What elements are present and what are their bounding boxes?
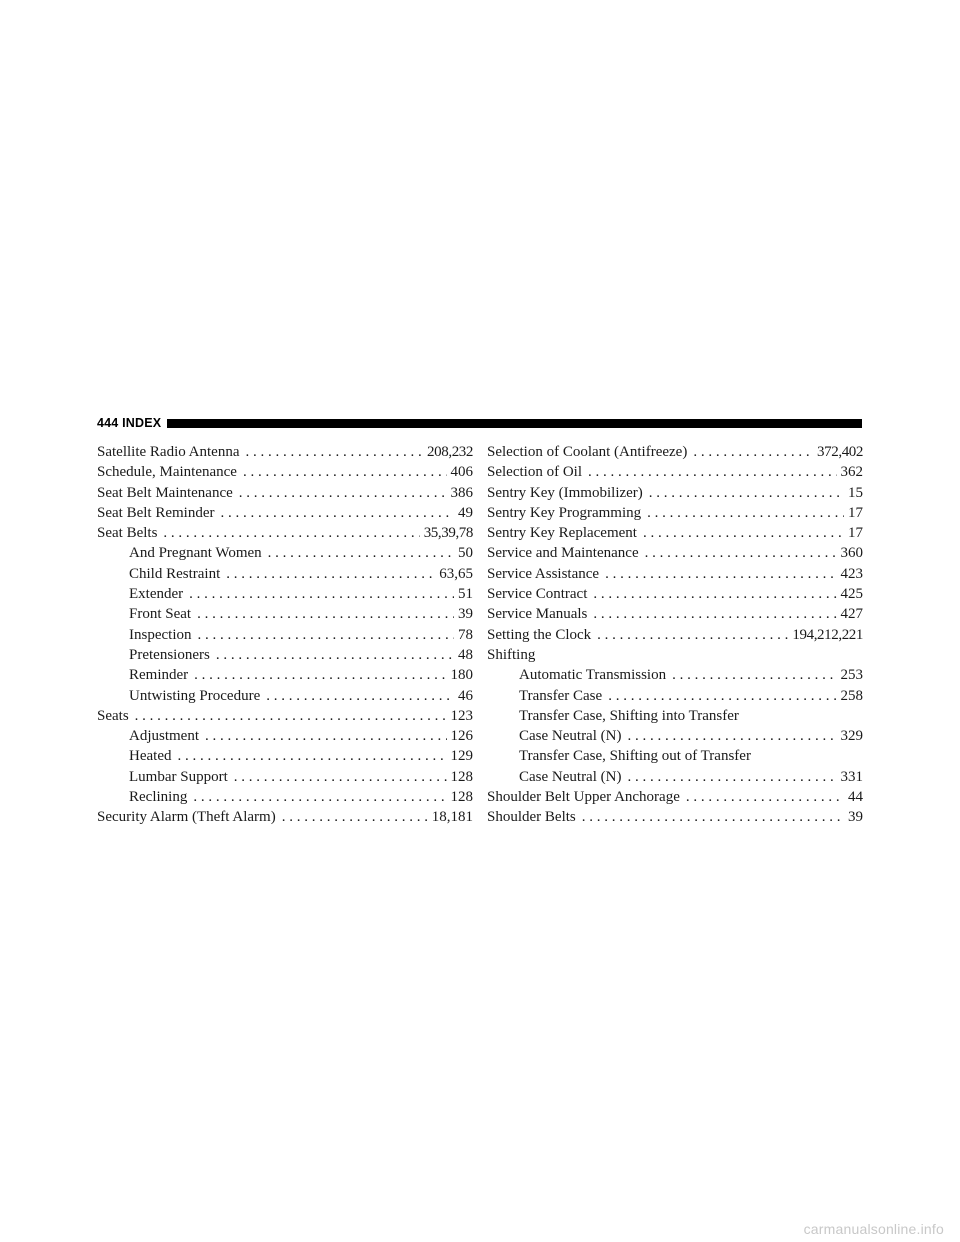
index-entry xyxy=(487,767,863,787)
entry-page-number: 253 xyxy=(840,667,863,684)
index-entry xyxy=(487,483,863,503)
dot-leader xyxy=(220,503,454,523)
index-entry xyxy=(97,564,473,584)
index-entry xyxy=(487,645,863,665)
entry-label: Untwisting Procedure xyxy=(129,687,261,704)
dot-leader xyxy=(593,604,836,624)
entry-page-number: 15 xyxy=(848,484,863,501)
entry-page-number: 39 xyxy=(458,606,473,623)
dot-leader xyxy=(649,483,844,503)
entry-page-number: 17 xyxy=(848,504,863,521)
index-entry xyxy=(487,686,863,706)
index-entry xyxy=(97,686,473,706)
index-entry xyxy=(487,746,863,766)
dot-leader xyxy=(693,442,813,462)
dot-leader xyxy=(645,543,837,563)
entry-page-number: 48 xyxy=(458,646,473,663)
entry-label: Lumbar Support xyxy=(129,768,228,785)
entry-label: Schedule, Maintenance xyxy=(97,464,237,481)
entry-label: Case Neutral (N) xyxy=(519,728,622,745)
index-entry xyxy=(97,523,473,543)
dot-leader xyxy=(226,564,435,584)
index-entry xyxy=(487,584,863,604)
entry-label: Transfer Case, Shifting out of Transfer xyxy=(519,748,751,765)
dot-leader xyxy=(647,503,844,523)
entry-label: Seats xyxy=(97,707,129,724)
entry-label: Selection of Oil xyxy=(487,464,582,481)
dot-leader xyxy=(627,767,836,787)
entry-label: Case Neutral (N) xyxy=(519,768,622,785)
index-entry xyxy=(97,584,473,604)
entry-page-number: 128 xyxy=(450,789,473,806)
index-entry xyxy=(97,543,473,563)
entry-page-number: 39 xyxy=(848,809,863,826)
entry-page-number: 329 xyxy=(840,728,863,745)
entry-page-number: 194,212,221 xyxy=(792,626,863,643)
dot-leader xyxy=(686,787,844,807)
entry-label: Shoulder Belt Upper Anchorage xyxy=(487,789,680,806)
dot-leader xyxy=(197,604,454,624)
dot-leader xyxy=(177,746,446,766)
entry-page-number: 180 xyxy=(450,667,473,684)
entry-label: Service and Maintenance xyxy=(487,545,639,562)
entry-page-number: 44 xyxy=(848,789,863,806)
index-entry xyxy=(97,604,473,624)
entry-label: Inspection xyxy=(129,626,192,643)
dot-leader xyxy=(163,523,419,543)
entry-page-number: 49 xyxy=(458,504,473,521)
entry-page-number: 427 xyxy=(840,606,863,623)
dot-leader xyxy=(189,584,454,604)
entry-page-number: 129 xyxy=(450,748,473,765)
entry-page-number: 360 xyxy=(840,545,863,562)
entry-page-number: 372,402 xyxy=(817,444,863,460)
entry-page-number: 46 xyxy=(458,687,473,704)
entry-page-number: 17 xyxy=(848,525,863,542)
entry-label: Adjustment xyxy=(129,728,199,745)
entry-label: Sentry Key Programming xyxy=(487,504,642,521)
entry-label: Shifting xyxy=(487,646,536,663)
entry-page-number: 51 xyxy=(458,586,473,603)
entry-label: Selection of Coolant (Antifreeze) xyxy=(487,444,688,460)
entry-page-number: 50 xyxy=(458,545,473,562)
entry-label: Service Manuals xyxy=(487,606,588,623)
entry-page-number: 258 xyxy=(840,687,863,704)
index-entry xyxy=(97,503,473,523)
header-rule xyxy=(167,419,862,428)
dot-leader xyxy=(205,726,447,746)
index-entry xyxy=(97,787,473,807)
index-entry xyxy=(97,726,473,746)
index-entry xyxy=(487,625,863,645)
entry-label: Seat Belt Maintenance xyxy=(97,484,233,501)
entry-page-number: 78 xyxy=(458,626,473,643)
entry-page-number: 362 xyxy=(840,464,863,481)
index-column-left xyxy=(97,442,473,828)
entry-label: And Pregnant Women xyxy=(129,545,262,562)
index-entry xyxy=(487,523,863,543)
entry-page-number: 406 xyxy=(450,464,473,481)
index-entry xyxy=(97,462,473,482)
entry-page-number: 128 xyxy=(450,768,473,785)
dot-leader xyxy=(597,625,788,645)
entry-label: Service Contract xyxy=(487,586,588,603)
dot-leader xyxy=(672,665,836,685)
dot-leader xyxy=(266,686,454,706)
entry-label: Reclining xyxy=(129,789,188,806)
index-entry xyxy=(97,807,473,827)
entry-label: Transfer Case xyxy=(519,687,603,704)
entry-page-number: 18,181 xyxy=(431,809,473,826)
entry-label: Setting the Clock xyxy=(487,626,592,643)
index-entry xyxy=(97,442,473,462)
index-entry xyxy=(487,564,863,584)
dot-leader xyxy=(239,483,447,503)
entry-label: Seat Belts xyxy=(97,525,158,542)
entry-label: Front Seat xyxy=(129,606,192,623)
entry-label: Shoulder Belts xyxy=(487,809,576,826)
entry-page-number: 423 xyxy=(840,565,863,582)
dot-leader xyxy=(605,564,836,584)
index-entry xyxy=(487,807,863,827)
page-header xyxy=(97,413,862,433)
watermark: carmanualsonline.info xyxy=(803,1221,944,1237)
dot-leader xyxy=(588,462,837,482)
entry-page-number: 331 xyxy=(840,768,863,785)
dot-leader xyxy=(243,462,447,482)
entry-label: Transfer Case, Shifting into Transfer xyxy=(519,707,739,724)
index-entry xyxy=(97,665,473,685)
entry-label: Reminder xyxy=(129,667,189,684)
dot-leader xyxy=(268,543,454,563)
index-entry xyxy=(97,625,473,645)
entry-page-number: 126 xyxy=(450,728,473,745)
entry-label: Extender xyxy=(129,586,184,603)
dot-leader xyxy=(216,645,454,665)
dot-leader xyxy=(593,584,836,604)
dot-leader xyxy=(282,807,428,827)
dot-leader xyxy=(135,706,447,726)
index-entry xyxy=(487,726,863,746)
entry-label: Automatic Transmission xyxy=(519,667,667,684)
entry-label: Heated xyxy=(129,748,172,765)
entry-label: Satellite Radio Antenna xyxy=(97,444,240,460)
entry-label: Security Alarm (Theft Alarm) xyxy=(97,809,276,826)
index-entry xyxy=(97,645,473,665)
entry-label: Service Assistance xyxy=(487,565,600,582)
index-entry xyxy=(487,462,863,482)
entry-label: Sentry Key Replacement xyxy=(487,525,637,542)
dot-leader xyxy=(608,686,836,706)
index-entry xyxy=(97,706,473,726)
index-entry xyxy=(97,767,473,787)
entry-page-number: 123 xyxy=(450,707,473,724)
index-entry xyxy=(97,483,473,503)
index-entry xyxy=(487,442,863,462)
dot-leader xyxy=(193,787,446,807)
index-entry xyxy=(487,706,863,726)
dot-leader xyxy=(643,523,844,543)
index-entry xyxy=(97,746,473,766)
index-entry xyxy=(487,787,863,807)
dot-leader xyxy=(197,625,454,645)
entry-page-number: 425 xyxy=(840,586,863,603)
entry-page-number: 208,232 xyxy=(427,444,473,460)
page-number-title: 444 INDEX xyxy=(97,416,162,430)
dot-leader xyxy=(234,767,447,787)
entry-label: Child Restraint xyxy=(129,565,221,582)
entry-label: Sentry Key (Immobilizer) xyxy=(487,484,643,501)
dot-leader xyxy=(627,726,836,746)
entry-page-number: 386 xyxy=(450,484,473,501)
index-entry xyxy=(487,604,863,624)
entry-label: Seat Belt Reminder xyxy=(97,504,215,521)
dot-leader xyxy=(582,807,844,827)
index-column-right xyxy=(487,442,863,828)
index-entry xyxy=(487,503,863,523)
entry-page-number: 35,39,78 xyxy=(423,525,473,542)
index-entry xyxy=(487,543,863,563)
index-entry xyxy=(487,665,863,685)
dot-leader xyxy=(194,665,446,685)
entry-page-number: 63,65 xyxy=(439,565,473,582)
entry-label: Pretensioners xyxy=(129,646,210,663)
dot-leader xyxy=(245,442,423,462)
